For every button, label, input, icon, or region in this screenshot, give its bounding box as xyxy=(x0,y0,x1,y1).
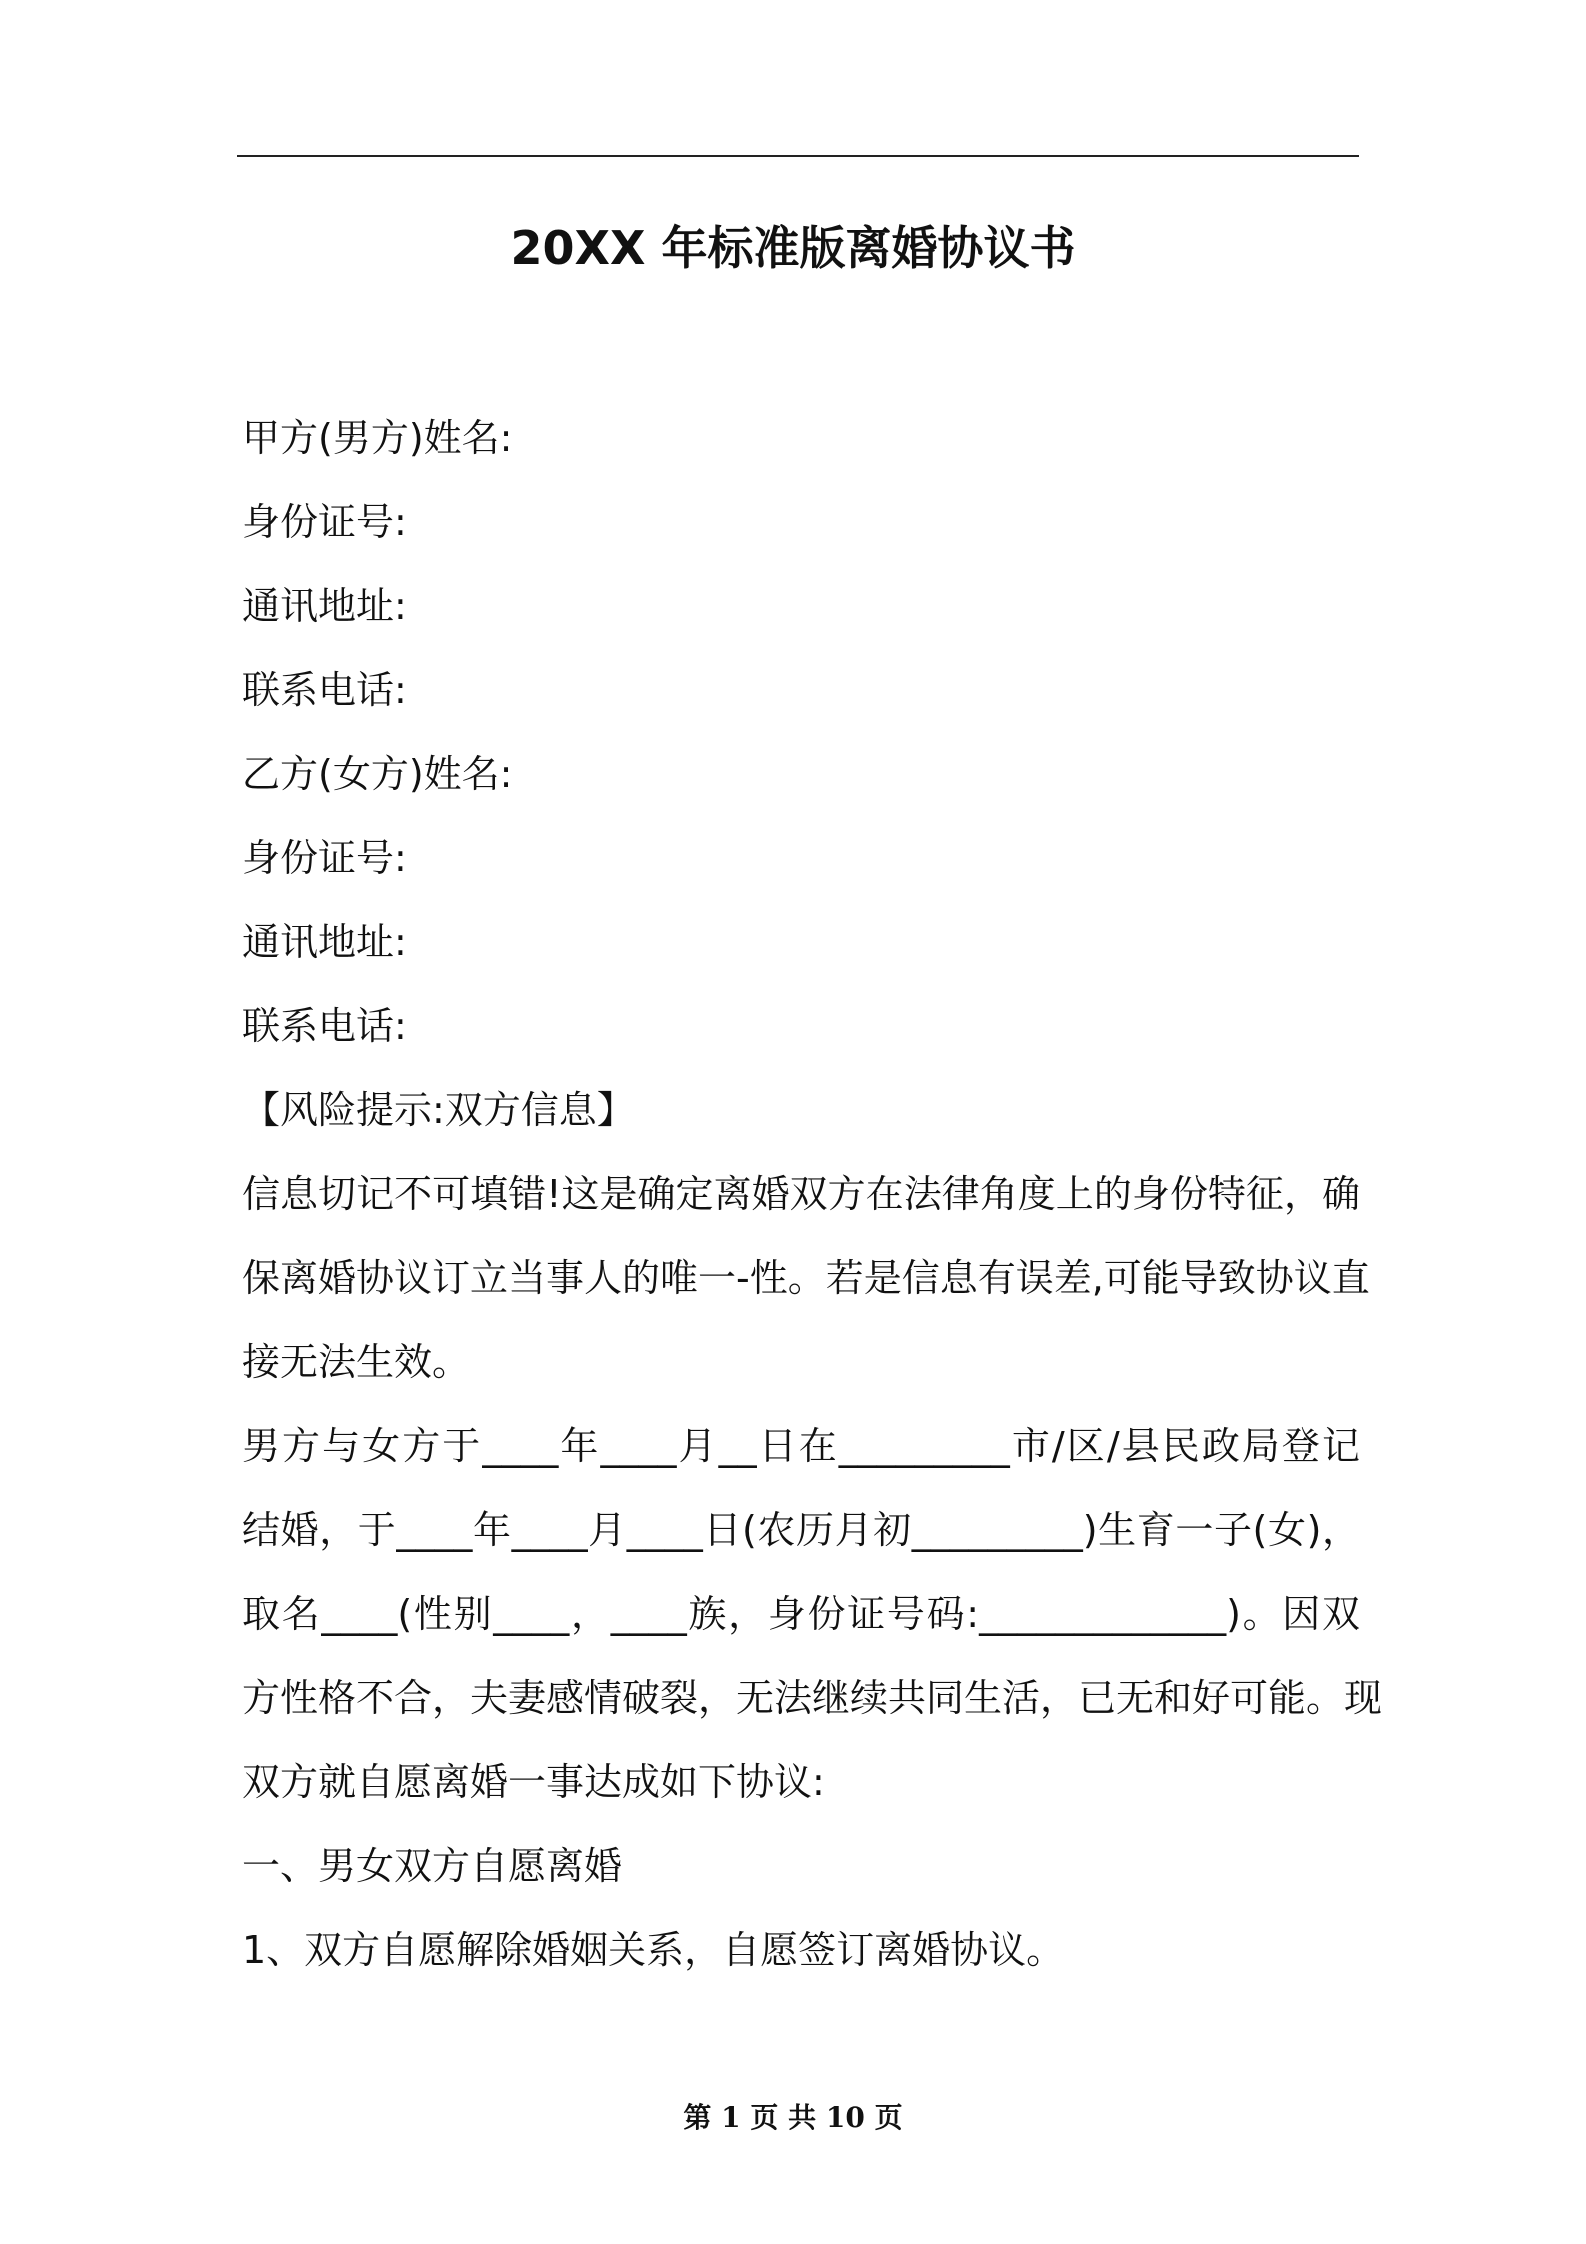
section-1-heading: 一、男女双方自愿离婚 xyxy=(242,1844,623,1888)
risk-text-line: 接无法生效。 xyxy=(242,1340,471,1384)
document-title: 20XX 年标准版离婚协议书 xyxy=(510,221,1076,275)
party-b-name-label: 乙方(女方)姓名: xyxy=(242,752,513,796)
page-indicator: 第 1 页 共 10 页 xyxy=(683,2101,903,2134)
intro-line: 方性格不合，夫妻感情破裂，无法继续共同生活，已无和好可能。现 xyxy=(242,1676,1383,1720)
party-b-address-label: 通讯地址: xyxy=(242,920,407,964)
party-a-phone-label: 联系电话: xyxy=(242,668,407,712)
intro-line: 双方就自愿离婚一事达成如下协议: xyxy=(242,1760,825,1804)
clause-1: 1、双方自愿解除婚姻关系，自愿签订离婚协议。 xyxy=(242,1928,1065,1972)
party-a-address-label: 通讯地址: xyxy=(242,584,407,628)
risk-text-line: 保离婚协议订立当事人的唯一-性。若是信息有误差,可能导致协议直 xyxy=(242,1256,1370,1300)
intro-line: 男方与女方于____年____月__日在_________市/区/县民政局登记 xyxy=(242,1424,1360,1468)
intro-line: 结婚，于____年____月____日(农历月初_________)生育一子(女)， xyxy=(242,1508,1360,1552)
party-a-name-label: 甲方(男方)姓名: xyxy=(242,416,513,460)
intro-line: 取名____(性别____，____族，身份证号码:_____________)。因双 xyxy=(242,1592,1360,1636)
risk-heading: 【风险提示:双方信息】 xyxy=(242,1088,635,1132)
header-rule xyxy=(237,155,1359,157)
party-a-id-label: 身份证号: xyxy=(242,500,407,544)
party-b-id-label: 身份证号: xyxy=(242,836,407,880)
party-b-phone-label: 联系电话: xyxy=(242,1004,407,1048)
risk-text-line: 信息切记不可填错!这是确定离婚双方在法律角度上的身份特征，确 xyxy=(242,1172,1360,1216)
